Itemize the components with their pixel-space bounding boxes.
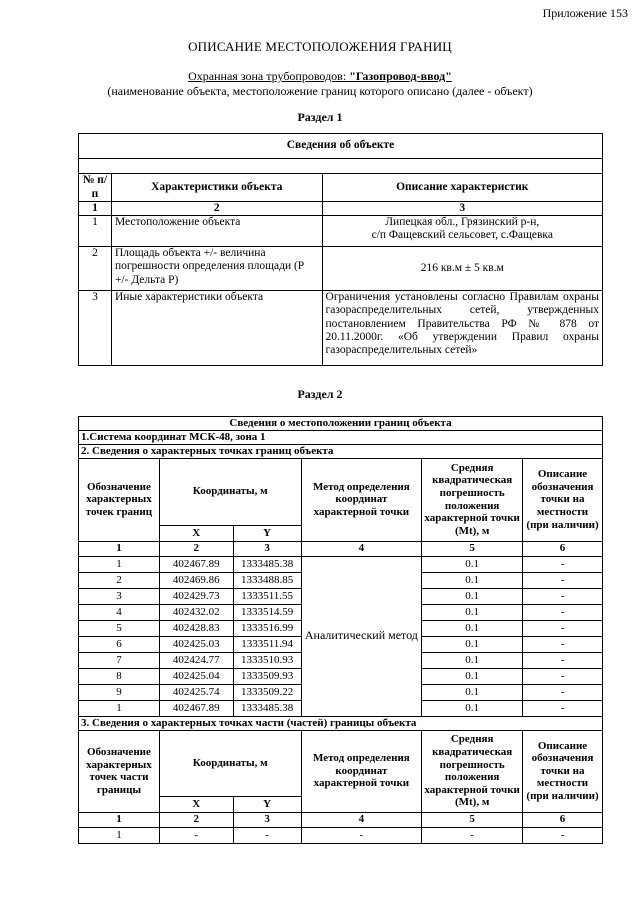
point-y: 1333509.22 [233, 684, 301, 700]
col-number: 5 [422, 541, 523, 556]
section2-heading: Раздел 2 [297, 387, 343, 401]
row-name: Площадь объекта +/- величина погрешности определения площади (Р +/- Дельта Р) [111, 247, 322, 291]
row-name: Иные характеристики объекта [111, 291, 322, 366]
header-coords: Координаты, м [159, 458, 301, 525]
col-number: 5 [422, 812, 523, 827]
header-x: X [159, 525, 233, 541]
header-method: Метод определения координат характерной точки [301, 730, 422, 812]
point-mt: 0.1 [422, 684, 523, 700]
part-point-desc: - [523, 827, 603, 843]
point-desc: - [523, 620, 603, 636]
row-value: Ограничения установлены согласно Правилам охраны газораспределительных сетей, утвержденных постановлением Правительства РФ № 878 от 20.11.2000г. «Об утверждении Правил охраны газораспределительных сетей» [322, 291, 602, 366]
point-y: 1333511.94 [233, 636, 301, 652]
col-number: 2 [159, 541, 233, 556]
col-number: 6 [523, 812, 603, 827]
point-x: 402469.86 [159, 572, 233, 588]
point-mt: 0.1 [422, 652, 523, 668]
header-accuracy: Средняя квадратическая погрешность положения характерной точки (Mt), м [422, 458, 523, 541]
header-characteristic: Характеристики объекта [111, 174, 322, 202]
col-number: 1 [79, 812, 160, 827]
row-num: 2 [79, 247, 112, 291]
point-num: 9 [79, 684, 160, 700]
point-mt: 0.1 [422, 668, 523, 684]
point-x: 402467.89 [159, 556, 233, 572]
point-num: 6 [79, 636, 160, 652]
table-row [79, 556, 603, 572]
document-title: ОПИСАНИЕ МЕСТОПОЛОЖЕНИЯ ГРАНИЦ [188, 39, 452, 54]
part-point-y: - [233, 827, 301, 843]
part2-title: 2. Сведения о характерных точках границ объекта [79, 444, 603, 458]
header-y: Y [233, 525, 301, 541]
point-desc: - [523, 604, 603, 620]
part-point-x: - [159, 827, 233, 843]
col-number: 1 [79, 541, 160, 556]
point-x: 402467.89 [159, 700, 233, 716]
point-y: 1333509.93 [233, 668, 301, 684]
row-value: Липецкая обл., Грязинский р-н, с/п Фащевский сельсовет, с.Фащевка [322, 216, 602, 247]
table-row [79, 291, 603, 366]
zone-note: (наименование объекта, местоположение границ которого описано (далее - объект) [107, 84, 533, 98]
zone-line [0, 69, 640, 84]
point-mt: 0.1 [422, 588, 523, 604]
point-mt: 0.1 [422, 572, 523, 588]
col-number: 1 [79, 202, 112, 216]
appendix-label: Приложение 153 [542, 6, 628, 20]
header-accuracy: Средняя квадратическая погрешность положения характерной точки (Mt), м [422, 730, 523, 812]
point-x: 402425.04 [159, 668, 233, 684]
header-method: Метод определения координат характерной точки [301, 458, 422, 541]
point-num: 1 [79, 700, 160, 716]
point-desc: - [523, 556, 603, 572]
col-number: 2 [159, 812, 233, 827]
part-point-method: - [301, 827, 422, 843]
col-number: 3 [233, 541, 301, 556]
header-num: № п/п [79, 174, 112, 202]
point-y: 1333485.38 [233, 700, 301, 716]
point-y: 1333485.38 [233, 556, 301, 572]
row-num: 1 [79, 216, 112, 247]
boundary-table [78, 416, 603, 844]
header-description: Описание обозначения точки на местности (при наличии) [523, 458, 603, 541]
point-y: 1333516.99 [233, 620, 301, 636]
header-description: Описание характеристик [322, 174, 602, 202]
col-number: 6 [523, 541, 603, 556]
point-desc: - [523, 684, 603, 700]
point-num: 4 [79, 604, 160, 620]
point-desc: - [523, 636, 603, 652]
row-name: Местоположение объекта [111, 216, 322, 247]
object-info-table [78, 133, 603, 366]
part-point-num: 1 [79, 827, 160, 843]
point-num: 5 [79, 620, 160, 636]
col-number: 3 [322, 202, 602, 216]
table-row [79, 247, 603, 291]
point-x: 402425.03 [159, 636, 233, 652]
header-point: Обозначение характерных точек границ [79, 458, 160, 541]
header-x: X [159, 796, 233, 812]
header-y: Y [233, 796, 301, 812]
point-num: 2 [79, 572, 160, 588]
point-x: 402432.02 [159, 604, 233, 620]
point-x: 402424.77 [159, 652, 233, 668]
point-desc: - [523, 652, 603, 668]
point-mt: 0.1 [422, 700, 523, 716]
header-point-part: Обозначение характерных точек части границы [79, 730, 160, 812]
method-cell: Аналитический метод [301, 556, 422, 716]
col-number: 3 [233, 812, 301, 827]
point-mt: 0.1 [422, 556, 523, 572]
col-number: 2 [111, 202, 322, 216]
point-desc: - [523, 572, 603, 588]
point-mt: 0.1 [422, 604, 523, 620]
part3-title: 3. Сведения о характерных точках части (частей) границы объекта [79, 716, 603, 730]
object-table-title: Сведения об объекте [79, 134, 603, 159]
point-num: 8 [79, 668, 160, 684]
col-number: 4 [301, 812, 422, 827]
point-x: 402425.74 [159, 684, 233, 700]
point-y: 1333511.55 [233, 588, 301, 604]
header-coords: Координаты, м [159, 730, 301, 796]
table-row [79, 216, 603, 247]
row-value: 216 кв.м ± 5 кв.м [322, 247, 602, 291]
coordinate-system: 1.Система координат МСК-48, зона 1 [79, 430, 603, 444]
section1-heading: Раздел 1 [297, 110, 343, 124]
point-num: 7 [79, 652, 160, 668]
header-description: Описание обозначения точки на местности (при наличии) [523, 730, 603, 812]
point-mt: 0.1 [422, 620, 523, 636]
object-table-spacer [79, 159, 603, 174]
point-y: 1333488.85 [233, 572, 301, 588]
zone-prefix: Охранная зона трубопроводов: "Газопровод-ввод" [188, 69, 452, 83]
col-number: 4 [301, 541, 422, 556]
point-desc: - [523, 668, 603, 684]
row-num: 3 [79, 291, 112, 366]
part-point-mt: - [422, 827, 523, 843]
boundary-table-title: Сведения о местоположении границ объекта [79, 417, 603, 431]
zone-name: "Газопровод-ввод" [349, 69, 452, 83]
point-y: 1333514.59 [233, 604, 301, 620]
point-x: 402429.73 [159, 588, 233, 604]
point-x: 402428.83 [159, 620, 233, 636]
point-desc: - [523, 700, 603, 716]
point-y: 1333510.93 [233, 652, 301, 668]
table-row [79, 827, 603, 843]
point-mt: 0.1 [422, 636, 523, 652]
point-num: 3 [79, 588, 160, 604]
point-desc: - [523, 588, 603, 604]
point-num: 1 [79, 556, 160, 572]
